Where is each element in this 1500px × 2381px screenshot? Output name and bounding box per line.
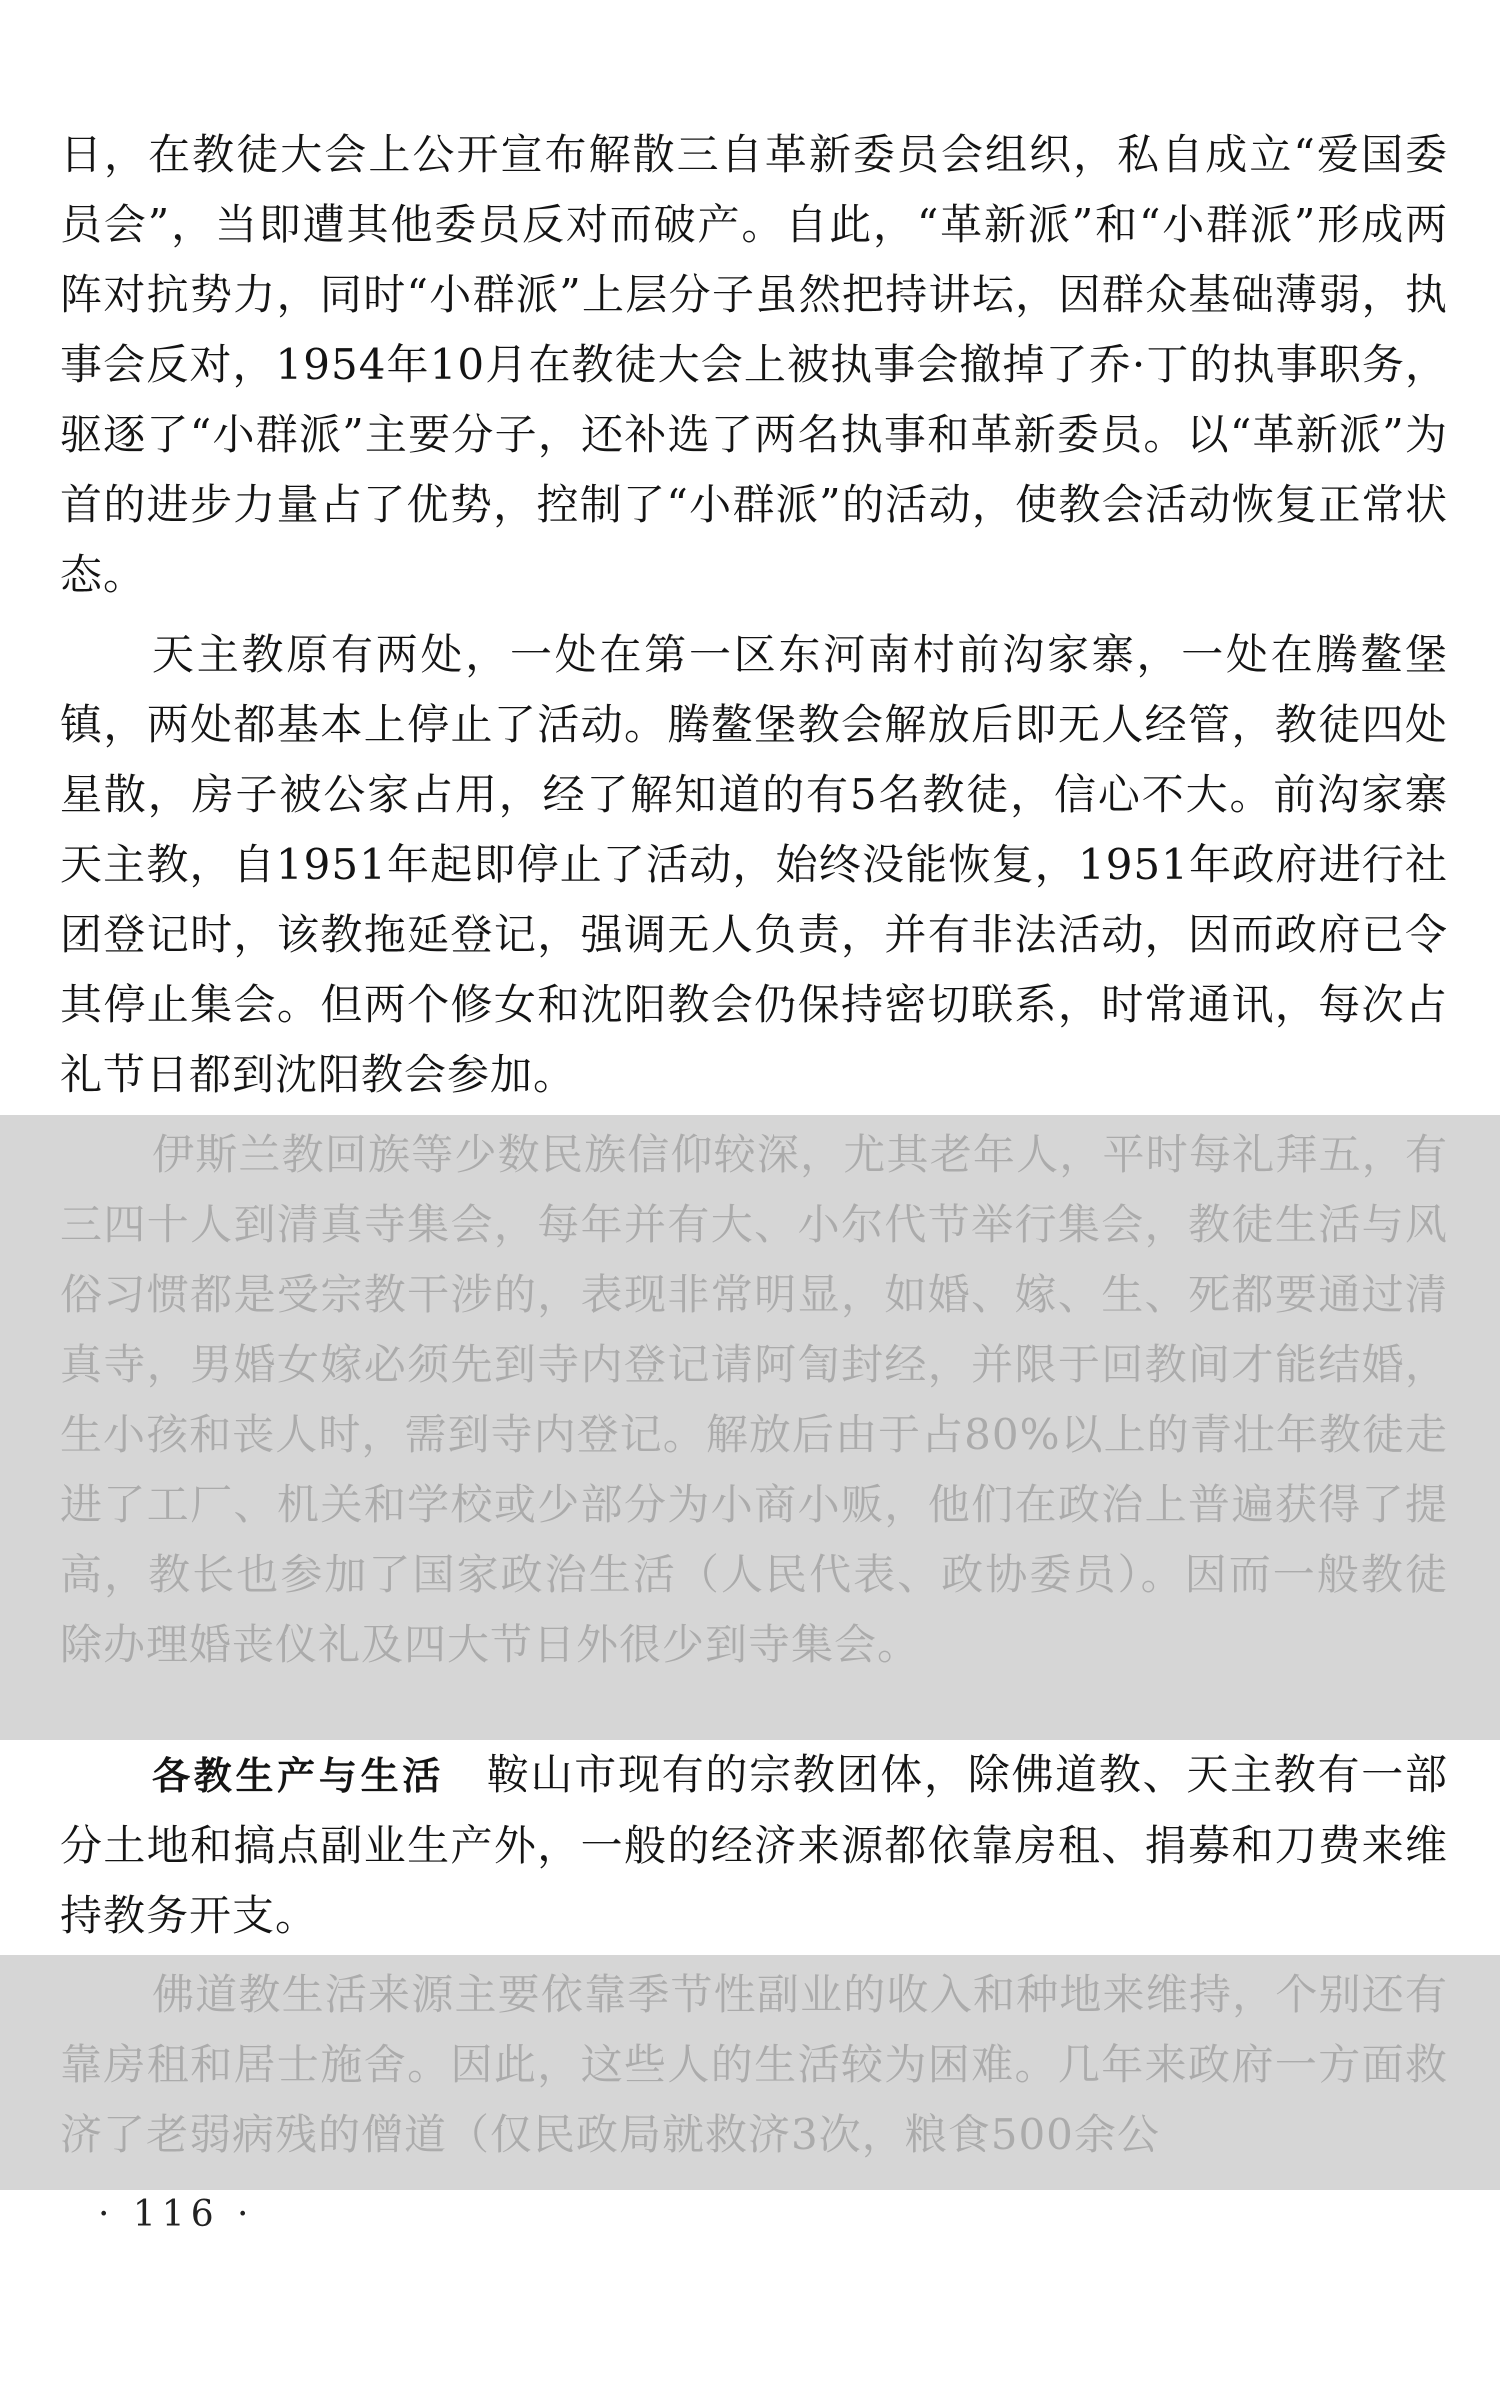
faded-block-islam	[0, 1115, 1500, 1740]
paragraph-protestant-factions: 日，在教徒大会上公开宣布解散三自革新委员会组织，私自成立“爱国委员会”，当即遭其他委员反对而破产。自此，“革新派”和“小群派”形成两阵对抗势力，同时“小群派”上层分子虽然把持讲坛，因群众基础薄弱，执事会反对，1954年10月在教徒大会上被执事会撤掉了乔·丁的执事职务，驱逐了“小群派”主要分子，还补选了两名执事和革新委员。以“革新派”为首的进步力量占了优势，控制了“小群派”的活动，使教会活动恢复正常状态。	[60, 130, 1448, 599]
text-block-production	[0, 1740, 1500, 1955]
faded-block-buddhism-taoism	[0, 1955, 1500, 2190]
paragraph-islam: 伊斯兰教回族等少数民族信仰较深，尤其老年人，平时每礼拜五，有三四十人到清真寺集会，每年并有大、小尔代节举行集会，教徒生活与风俗习惯都是受宗教干涉的，表现非常明显，如婚、嫁、生、死都要通过清真寺，男婚女嫁必须先到寺内登记请阿訇封经，并限于回教间才能结婚，生小孩和丧人时，需到寺内登记。解放后由于占80%以上的青壮年教徒走进了工厂、机关和学校或少部分为小商小贩，他们在政治上普遍获得了提高，教长也参加了国家政治生活（人民代表、政协委员）。因而一般教徒除办理婚丧仪礼及四大节日外很少到寺集会。	[60, 1130, 1448, 1669]
paragraph-buddhism-taoism: 佛道教生活来源主要依靠季节性副业的收入和种地来维持，个别还有靠房租和居士施舍。因此，这些人的生活较为困难。几年来政府一方面救济了老弱病残的僧道（仅民政局就救济3次，粮食500余公	[60, 1970, 1448, 2159]
paragraph-catholic-church: 天主教原有两处，一处在第一区东河南村前沟家寨，一处在腾鳌堡镇，两处都基本上停止了活动。腾鳌堡教会解放后即无人经管，教徒四处星散，房子被公家占用，经了解知道的有5名教徒，信心不大。前沟家寨天主教，自1951年起即停止了活动，始终没能恢复，1951年政府进行社团登记时，该教拖延登记，强调无人负责，并有非法活动，因而政府已令其停止集会。但两个修女和沈阳教会仍保持密切联系，时常通讯，每次占礼节日都到沈阳教会参加。	[60, 630, 1448, 1099]
text-block-2	[0, 620, 1500, 1115]
paragraph-production-and-life	[60, 1740, 1448, 1951]
page-number: · 116 ·	[98, 2194, 255, 2235]
section-heading: 各教生产与生活	[152, 1754, 445, 1798]
text-block-1	[0, 120, 1500, 620]
paragraph-production-text: 鞍山市现有的宗教团体，除佛道教、天主教有一部分土地和搞点副业生产外，一般的经济来源都依靠房租、捐募和刀费来维持教务开支。	[60, 1750, 1448, 1940]
